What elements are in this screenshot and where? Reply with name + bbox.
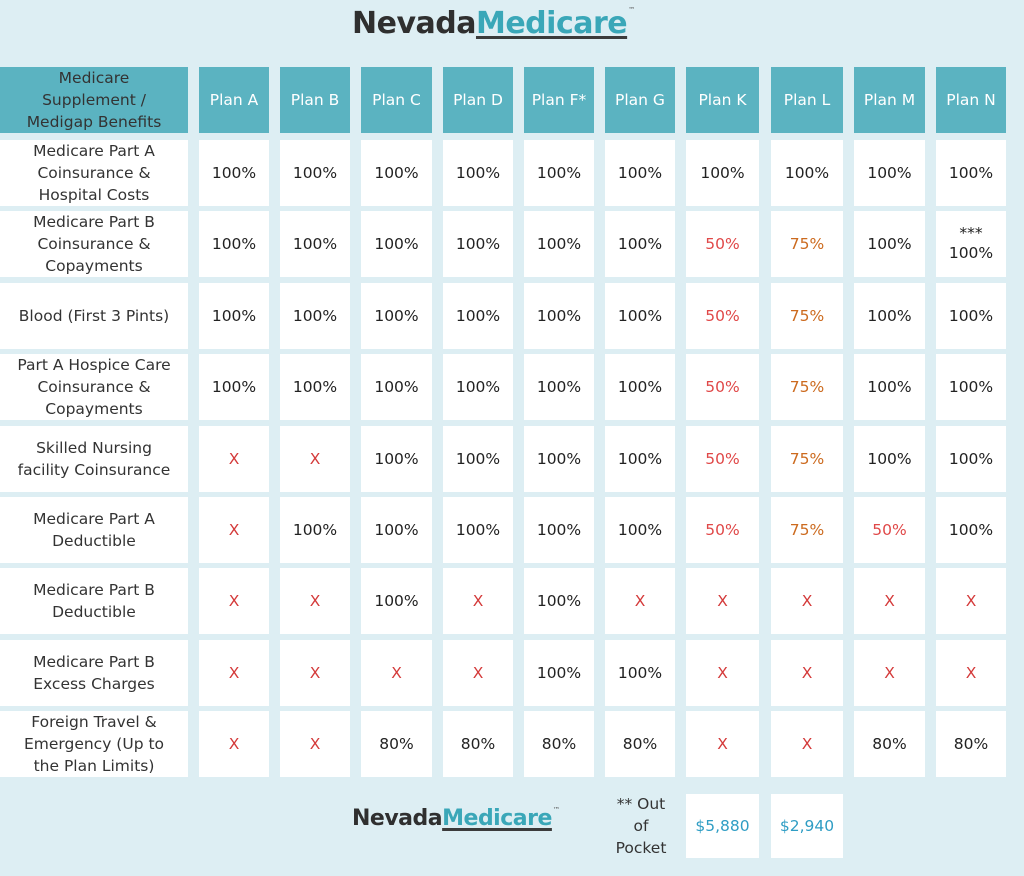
header-benefits bbox=[0, 67, 188, 133]
benefit-label bbox=[0, 497, 188, 563]
benefit-label bbox=[0, 568, 188, 634]
table-cell: 100% bbox=[936, 140, 1006, 206]
table-cell: 100% bbox=[443, 283, 513, 349]
table-cell: X bbox=[280, 711, 350, 777]
table-cell: 100% bbox=[605, 640, 675, 706]
table-cell: 100% bbox=[361, 568, 432, 634]
text-line: Medicare Part A bbox=[33, 510, 155, 528]
table-cell: 100% bbox=[854, 211, 925, 277]
benefit-label bbox=[0, 354, 188, 420]
header-plan: Plan D bbox=[443, 67, 513, 133]
table-cell: X bbox=[199, 568, 269, 634]
table-cell: X bbox=[199, 640, 269, 706]
table-cell: X bbox=[443, 640, 513, 706]
table-cell: 100% bbox=[686, 140, 759, 206]
brand-logo-top bbox=[352, 6, 635, 41]
table-cell: 100% bbox=[280, 354, 350, 420]
table-cell: 100% bbox=[361, 283, 432, 349]
table-cell: 100% bbox=[524, 497, 594, 563]
cell-value: 100% bbox=[948, 244, 994, 262]
table-cell bbox=[936, 211, 1006, 277]
header-plan: Plan G bbox=[605, 67, 675, 133]
table-cell: 100% bbox=[443, 426, 513, 492]
table-cell: 100% bbox=[524, 283, 594, 349]
text-line: the Plan Limits) bbox=[33, 757, 155, 775]
table-cell: 100% bbox=[771, 140, 843, 206]
header-plan: Plan K bbox=[686, 67, 759, 133]
text-line: Coinsurance & bbox=[37, 235, 151, 253]
table-cell: 100% bbox=[524, 426, 594, 492]
benefit-label bbox=[0, 640, 188, 706]
text-line: Blood (First 3 Pints) bbox=[18, 307, 170, 325]
table-cell: 100% bbox=[280, 211, 350, 277]
text-line: Coinsurance & bbox=[37, 164, 151, 182]
text-line: Medicare bbox=[58, 69, 130, 87]
table-cell: X bbox=[605, 568, 675, 634]
oop-plan-k: $5,880 bbox=[686, 794, 759, 858]
header-plan: Plan C bbox=[361, 67, 432, 133]
table-cell: 100% bbox=[361, 426, 432, 492]
text-line: Foreign Travel & bbox=[31, 713, 157, 731]
table-cell: 50% bbox=[686, 283, 759, 349]
brand-tm: ™ bbox=[628, 6, 635, 14]
footnote-marker: *** bbox=[959, 224, 983, 242]
table-cell: 100% bbox=[605, 283, 675, 349]
brand-medicare: Medicare bbox=[442, 806, 552, 831]
oop-line: of bbox=[633, 817, 649, 835]
table-cell: 75% bbox=[771, 497, 843, 563]
benefit-label bbox=[0, 711, 188, 777]
table-cell: 100% bbox=[199, 283, 269, 349]
text-line: Coinsurance & bbox=[37, 378, 151, 396]
table-cell: 50% bbox=[686, 211, 759, 277]
table-cell: 100% bbox=[280, 497, 350, 563]
benefit-label bbox=[0, 426, 188, 492]
table-cell: X bbox=[854, 568, 925, 634]
text-line: Copayments bbox=[45, 400, 143, 418]
table-cell: 100% bbox=[854, 426, 925, 492]
table-cell: 100% bbox=[936, 426, 1006, 492]
text-line: Copayments bbox=[45, 257, 143, 275]
table-cell: 100% bbox=[854, 283, 925, 349]
benefit-label bbox=[0, 283, 188, 349]
table-cell: 100% bbox=[199, 140, 269, 206]
table-cell: 50% bbox=[686, 497, 759, 563]
table-cell: 100% bbox=[361, 140, 432, 206]
table-cell: 100% bbox=[280, 283, 350, 349]
table-cell: X bbox=[936, 640, 1006, 706]
table-cell: 80% bbox=[936, 711, 1006, 777]
text-line: facility Coinsurance bbox=[17, 461, 171, 479]
table-cell: 100% bbox=[361, 497, 432, 563]
text-line: Deductible bbox=[52, 532, 136, 550]
text-line: Supplement / bbox=[42, 91, 146, 109]
header-plan: Plan L bbox=[771, 67, 843, 133]
table-cell: 75% bbox=[771, 426, 843, 492]
table-cell: X bbox=[771, 640, 843, 706]
table-cell: 100% bbox=[199, 354, 269, 420]
table-cell: 50% bbox=[854, 497, 925, 563]
table-cell: X bbox=[361, 640, 432, 706]
table-cell: 80% bbox=[605, 711, 675, 777]
header-plan: Plan B bbox=[280, 67, 350, 133]
table-cell: 100% bbox=[936, 283, 1006, 349]
table-cell: 50% bbox=[686, 426, 759, 492]
table-cell: X bbox=[199, 711, 269, 777]
brand-nevada: Nevada bbox=[352, 6, 476, 41]
table-cell: 100% bbox=[854, 354, 925, 420]
table-cell: 100% bbox=[199, 211, 269, 277]
brand-tm: ™ bbox=[552, 806, 560, 814]
brand-medicare: Medicare bbox=[475, 6, 628, 41]
text-line: Medicare Part B bbox=[33, 581, 155, 599]
text-line: Excess Charges bbox=[33, 675, 155, 693]
table-cell: X bbox=[199, 426, 269, 492]
table-cell: 100% bbox=[936, 497, 1006, 563]
text-line: Skilled Nursing bbox=[36, 439, 152, 457]
text-line: Hospital Costs bbox=[38, 186, 150, 204]
table-cell: X bbox=[686, 568, 759, 634]
table-cell: X bbox=[280, 568, 350, 634]
table-cell: X bbox=[686, 711, 759, 777]
table-cell: 80% bbox=[854, 711, 925, 777]
header-plan: Plan M bbox=[854, 67, 925, 133]
oop-plan-l: $2,940 bbox=[771, 794, 843, 858]
text-line: Emergency (Up to bbox=[23, 735, 165, 753]
table-cell: X bbox=[771, 711, 843, 777]
table-cell: 100% bbox=[524, 140, 594, 206]
table-cell: 100% bbox=[524, 640, 594, 706]
text-line: Medicare Part A bbox=[33, 142, 155, 160]
table-cell: 100% bbox=[361, 211, 432, 277]
table-cell: 100% bbox=[280, 140, 350, 206]
oop-line: ** Out bbox=[616, 795, 666, 813]
table-cell: 100% bbox=[936, 354, 1006, 420]
text-line: Medigap Benefits bbox=[26, 113, 162, 131]
benefit-label bbox=[0, 211, 188, 277]
table-cell: 100% bbox=[443, 497, 513, 563]
table-cell: 100% bbox=[605, 426, 675, 492]
table-cell: 100% bbox=[524, 568, 594, 634]
out-of-pocket-label bbox=[600, 794, 682, 858]
table-cell: X bbox=[280, 426, 350, 492]
table-cell: 100% bbox=[854, 140, 925, 206]
table-cell: X bbox=[854, 640, 925, 706]
table-cell: X bbox=[686, 640, 759, 706]
table-cell: 100% bbox=[605, 497, 675, 563]
table-cell: 100% bbox=[443, 211, 513, 277]
brand-logo-bottom bbox=[352, 806, 559, 831]
table-cell: 50% bbox=[686, 354, 759, 420]
table-cell: X bbox=[280, 640, 350, 706]
table-cell: 100% bbox=[605, 140, 675, 206]
table-cell: X bbox=[443, 568, 513, 634]
header-plan: Plan A bbox=[199, 67, 269, 133]
text-line: Part A Hospice Care bbox=[17, 356, 171, 374]
benefit-label bbox=[0, 140, 188, 206]
table-cell: 100% bbox=[605, 211, 675, 277]
table-cell: 100% bbox=[443, 140, 513, 206]
table-cell: 80% bbox=[443, 711, 513, 777]
table-cell: X bbox=[771, 568, 843, 634]
table-cell: 100% bbox=[605, 354, 675, 420]
table-cell: 75% bbox=[771, 211, 843, 277]
header-plan: Plan F* bbox=[524, 67, 594, 133]
text-line: Medicare Part B bbox=[33, 653, 155, 671]
table-cell: 75% bbox=[771, 354, 843, 420]
table-cell: 100% bbox=[443, 354, 513, 420]
table-cell: 75% bbox=[771, 283, 843, 349]
table-cell: 100% bbox=[524, 354, 594, 420]
table-cell: X bbox=[199, 497, 269, 563]
oop-line: Pocket bbox=[615, 839, 667, 857]
table-cell: 100% bbox=[361, 354, 432, 420]
table-cell: X bbox=[936, 568, 1006, 634]
text-line: Deductible bbox=[52, 603, 136, 621]
header-plan: Plan N bbox=[936, 67, 1006, 133]
brand-nevada: Nevada bbox=[352, 806, 443, 831]
text-line: Medicare Part B bbox=[33, 213, 155, 231]
table-cell: 100% bbox=[524, 211, 594, 277]
table-cell: 80% bbox=[524, 711, 594, 777]
table-cell: 80% bbox=[361, 711, 432, 777]
